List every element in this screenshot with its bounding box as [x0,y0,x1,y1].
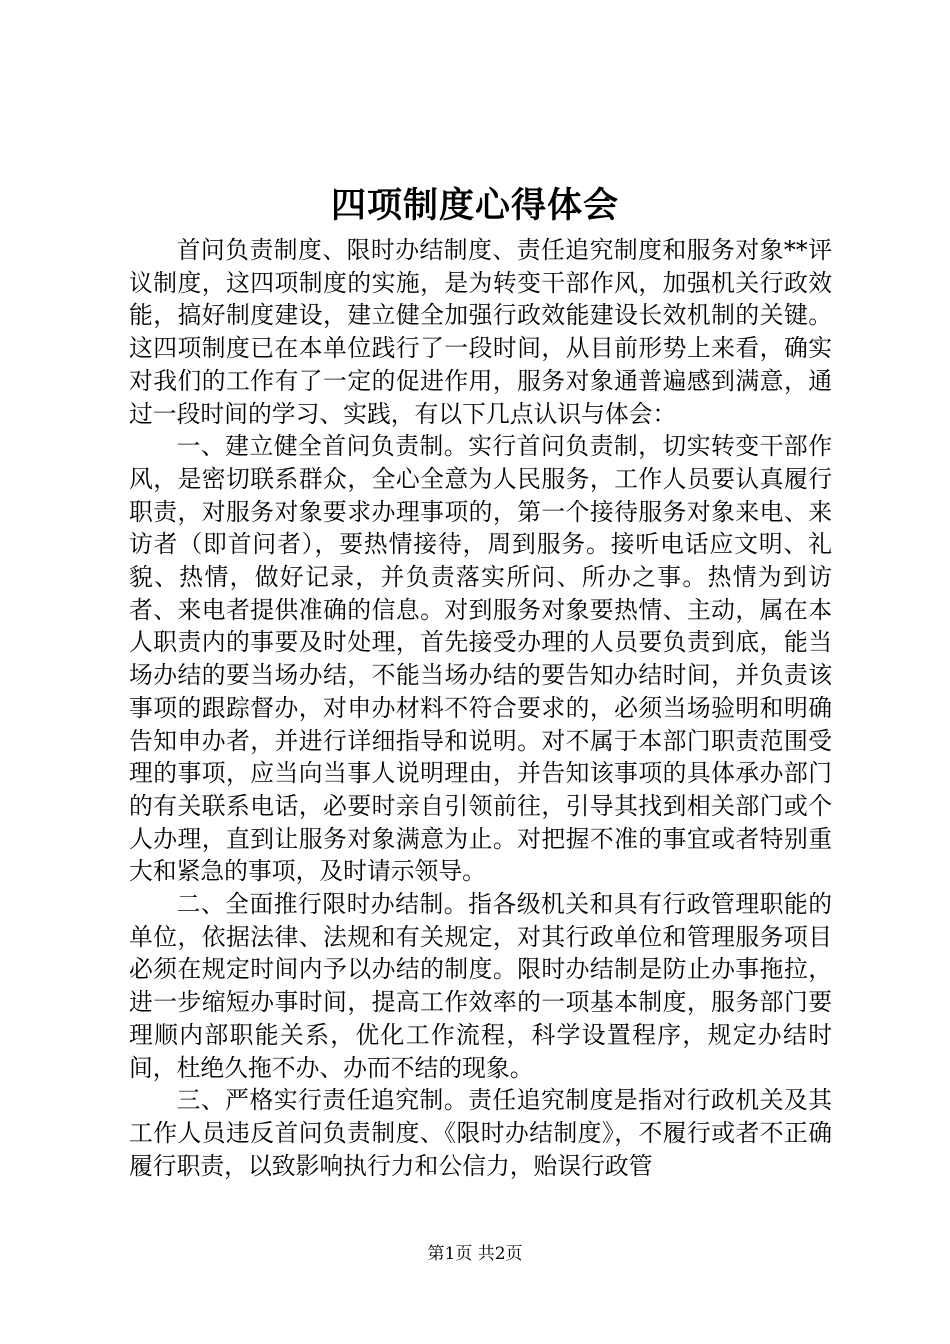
paragraph-section-1: 一、建立健全首问负责制。实行首问负责制，切实转变干部作风，是密切联系群众，全心全意为人民服务，工作人员要认真履行职责，对服务对象要求办理事项的，第一个接待服务对象来电、来访者（即首问者），要热情接待，周到服务。接听电话应文明、礼貌、热情，做好记录，并负责落实所问、所办之事。热情为到访者、来电者提供准确的信息。对到服务对象要热情、主动，属在本人职责内的事要及时处理，首先接受办理的人员要负责到底，能当场办结的要当场办结，不能当场办结的要告知办结时间，并负责该事项的跟踪督办，对申办材料不符合要求的，必须当场验明和明确告知申办者，并进行详细指导和说明。对不属于本部门职责范围受理的事项，应当向当事人说明理由，并告知该事项的具体承办部门的有关联系电话，必要时亲自引领前往，引导其找到相关部门或个人办理，直到让服务对象满意为止。对把握不准的事宜或者特别重大和紧急的事项，及时请示领导。 [129,432,832,886]
document-body [129,234,832,1182]
document-title: 四项制度心得体会 [330,185,619,226]
paragraph-section-3: 三、严格实行责任追究制。责任追究制度是指对行政机关及其工作人员违反首问负责制度、《限时办结制度》，不履行或者不正确履行职责，以致影响执行力和公信力，贻误行政管 [129,1086,832,1180]
paragraph-section-2: 二、全面推行限时办结制。指各级机关和具有行政管理职能的单位，依据法律、法规和有关规定，对其行政单位和管理服务项目必须在规定时间内予以办结的制度。限时办结制是防止办事拖拉，进一步缩短办事时间，提高工作效率的一项基本制度，服务部门要理顺内部职能关系，优化工作流程，科学设置程序，规定办结时间，杜绝久拖不办、办而不结的现象。 [129,890,832,1082]
paragraph-intro: 首问负责制度、限时办结制度、责任追究制度和服务对象**评议制度，这四项制度的实施，是为转变干部作风，加强机关行政效能，搞好制度建设，建立健全加强行政效能建设长效机制的关键。这四项制度已在本单位践行了一段时间，从目前形势上来看，确实对我们的工作有了一定的促进作用，服务对象通普遍感到满意，通过一段时间的学习、实践，有以下几点认识与体会： [129,236,832,428]
page-number-footer: 第1页 共2页 [427,1244,523,1264]
